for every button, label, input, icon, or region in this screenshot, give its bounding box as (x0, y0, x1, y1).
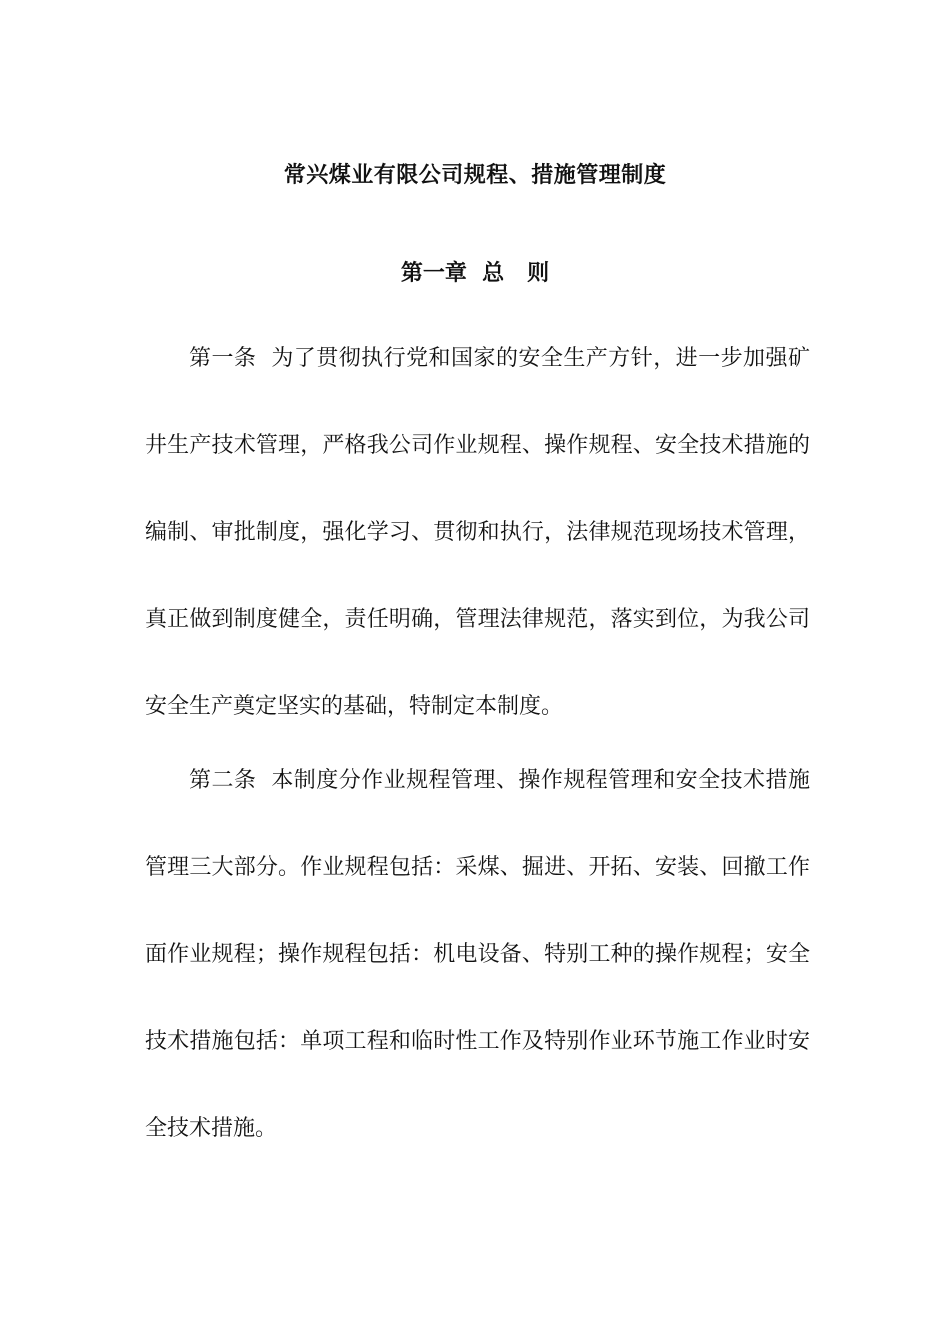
chapter-heading: 第一章 总 则 (400, 261, 550, 286)
article-text: 本制度分作业规程管理、操作规程管理和安全技术措施管理三大部分。作业规程包括：采煤、掘进、开拓、安装、回撤工作面作业规程；操作规程包括：机电设备、特别工种的操作规程；安全技术措施包括：单项工程和临时性工作及特别作业环节施工作业时安全技术措施。 (145, 768, 810, 1141)
article-paragraph (145, 315, 810, 750)
article-number: 第二条 (189, 768, 272, 793)
article-number: 第一条 (189, 346, 272, 371)
article-text: 为了贯彻执行党和国家的安全生产方针，进一步加强矿井生产技术管理，严格我公司作业规程、操作规程、安全技术措施的编制、审批制度，强化学习、贯彻和执行，法律规范现场技术管理，真正做到制度健全，责任明确，管理法律规范，落实到位，为我公司安全生产奠定坚实的基础，特制定本制度。 (145, 346, 810, 719)
article-paragraph (145, 737, 810, 1172)
document-title: 常兴煤业有限公司规程、措施管理制度 (283, 163, 667, 188)
